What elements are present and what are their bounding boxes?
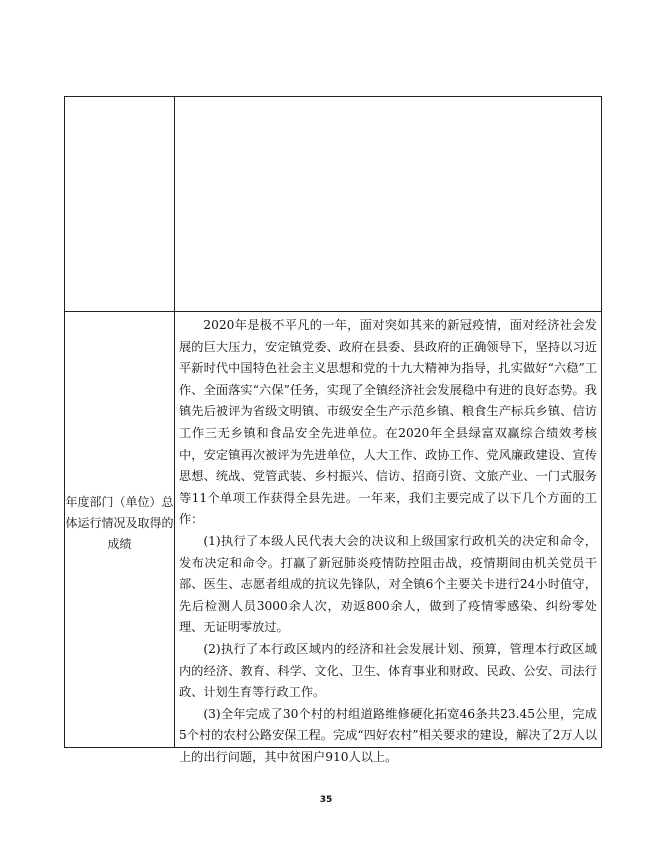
row-content: [179, 315, 597, 768]
paragraph-item-1: (1)执行了本级人民代表大会的决议和上级国家行政机关的决定和命令，发布决定和命令。打赢了新冠肺炎疫情防控阻击战，疫情期间由机关党员干部、医生、志愿者组成的抗议先锋队，对全镇6个主要关卡进行24小时值守，先后检测人员3000余人次，劝返800余人，做到了疫情零感染、纠纷零处理、无证明零放过。: [179, 533, 597, 635]
row-label: 年度部门（单位）总体运行情况及取得的成绩: [65, 495, 174, 551]
paragraph-item-3: (3)全年完成了30个村的村组道路维修硬化拓宽46条共23.45公里，完成5个村的农村公路安保工程。完成“四好农村”相关要求的建设，解决了2万人以上的出行问题，其中贫困户910人以上。: [179, 706, 597, 764]
table-row-performance: [65, 312, 601, 764]
paragraph-intro: 2020年是极不平凡的一年，面对突如其来的新冠疫情，面对经济社会发展的巨大压力，安定镇党委、政府在县委、县政府的正确领导下，坚持以习近平新时代中国特色社会主义思想和党的十九大精神为指导，扎实做好“六稳”工作、全面落实“六保”任务，实现了全镇经济社会发展稳中有进的良好态势。我镇先后被评为省级文明镇、市级安全生产示范乡镇、粮食生产标兵乡镇、信访工作三无乡镇和食品安全先进单位。在2020年全县绿富双赢综合绩效考核中，安定镇再次被评为先进单位，人大工作、政协工作、党风廉政建设、宣传思想、统战、党管武装、乡村振兴、信访、招商引资、文旅产业、一门式服务等11个单项工作获得全县先进。一年来，我们主要完成了以下几个方面的工作：: [179, 318, 597, 527]
paragraph-item-2: (2)执行了本行政区域内的经济和社会发展计划、预算，管理本行政区域内的经济、教育、科学、文化、卫生、体育事业和财政、民政、公安、司法行政、计划生育等行政工作。: [179, 641, 597, 700]
report-table: [64, 96, 602, 764]
table-row-empty: [65, 97, 601, 312]
page-number: 35: [319, 795, 333, 805]
